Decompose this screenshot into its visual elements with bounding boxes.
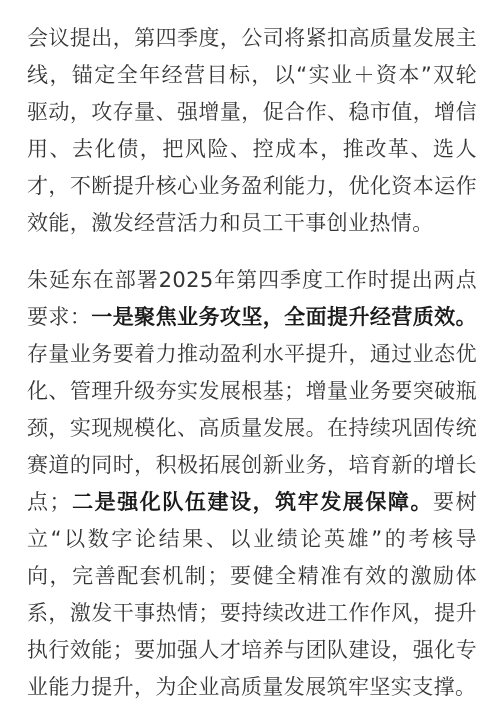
requirement-1-title: 一是聚焦业务攻坚，全面提升经营质效。 (91, 305, 477, 329)
requirement-2-body: 要树立“以数字论结果、以业绩论英雄”的考核导向，完善配套机制；要健全精准有效的激励体系，激发干事热情；要持续改进工作作风，提升执行效能；要加强人才培养与团队建设，强化专业能力提升，为企业高质量发展筑牢坚实支撑。 (27, 490, 477, 699)
paragraph-work-requirements (27, 262, 477, 706)
requirements-intro: 朱延东在部署2025年第四季度工作时提出两点要求： (27, 268, 477, 329)
screenshot-bottom-edge (0, 712, 500, 726)
requirement-2-title: 二是强化队伍建设，筑牢发展保障。 (70, 490, 434, 514)
article-body (27, 20, 477, 706)
paragraph-meeting-proposal: 会议提出，第四季度，公司将紧扣高质量发展主线，锚定全年经营目标，以“实业＋资本”双轮驱动，攻存量、强增量，促合作、稳市值，增信用、去化债，把风险、控成本，推改革、选人才，不断提升核心业务盈利能力，优化资本运作效能，激发经营活力和员工干事创业热情。 (27, 26, 477, 235)
requirement-1-body: 存量业务要着力推动盈利水平提升，通过业态优化、管理升级夯实发展根基；增量业务要突破瓶颈，实现规模化、高质量发展。在持续巩固传统赛道的同时，积极拓展创新业务，培育新的增长点； (27, 342, 477, 514)
